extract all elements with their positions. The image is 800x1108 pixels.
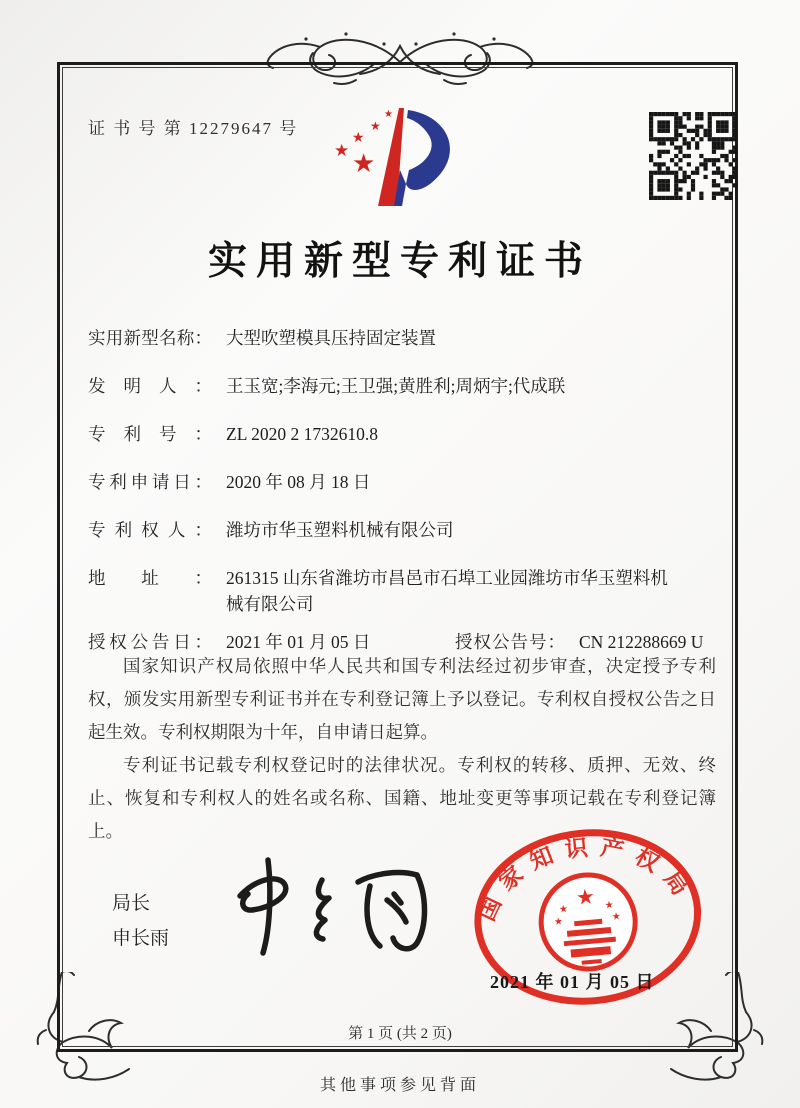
page-number: 第 1 页 (共 2 页) [348,1026,452,1042]
svg-text:★: ★ [558,903,569,916]
field-value: ZL 2020 2 1732610.8 [226,424,378,444]
field-value: 王玉宽;李海元;王卫强;黄胜利;周炳宇;代成联 [226,376,566,396]
field-row-address [88,565,738,617]
star-icon: ★ [384,109,393,120]
seal-date: 2021 年 01 月 05 日 [490,972,655,992]
svg-text:★: ★ [553,916,564,928]
field-label: 实用新型名称： [88,328,212,348]
svg-text:★: ★ [604,899,615,912]
field-row-patent-number [88,421,738,447]
field-value: 大型吹塑模具压持固定装置 [226,328,436,348]
director-signature-icon [210,850,440,965]
field-label: 专利权人： [88,520,212,540]
star-icon: ★ [352,149,376,178]
field-label: 授权公告日： [88,632,212,652]
paragraph: 专利证书记载专利权登记时的法律状况。专利权的转移、质押、无效、终止、恢复和专利权人的姓名或名称、国籍、地址变更等事项记载在专利登记簿上。 [88,755,716,841]
certificate-number: 证 书 号 第 12279647 号 [88,119,299,138]
qr-code [649,112,737,200]
star-icon: ★ [370,119,381,133]
back-note: 其他事项参见背面 [319,1077,480,1094]
field-row-filing-date [88,469,738,495]
field-value: 潍坊市华玉塑料机械有限公司 [226,520,454,540]
svg-text:★: ★ [611,911,622,923]
field-label: 发明人： [88,376,212,396]
cnipa-logo-icon [326,100,476,218]
official-seal [454,811,722,1028]
star-icon: ★ [352,131,365,146]
star-icon: ★ [334,141,350,160]
field-row-inventors [88,373,738,399]
director-title: 局长 [112,893,151,914]
svg-text:★: ★ [574,884,596,910]
director-name: 申长雨 [112,928,170,949]
field-label: 地址： [88,568,212,588]
field-row-name [88,325,738,351]
field-value: 2020 年 08 月 18 日 [226,472,371,492]
field-label: 授权公告号： [455,632,565,652]
signer-block [112,886,169,956]
field-row-patentee [88,517,738,543]
field-label: 专利申请日： [88,472,212,492]
field-value: 2021 年 01 月 05 日 [226,632,371,652]
paragraph: 国家知识产权局依照中华人民共和国专利法经过初步审查，决定授予专利权，颁发实用新型专利证书并在专利登记簿上予以登记。专利权自授权公告之日起生效。专利权期限为十年，自申请日起算。 [88,656,716,742]
field-label: 专利号： [88,424,212,444]
field-list [88,325,738,655]
seal-text: 国家知识产权局 [473,834,700,925]
national-emblem-icon [537,871,639,973]
certificate-title: 实用新型专利证书 [207,240,592,283]
field-value: 261315 山东省潍坊市昌邑市石埠工业园潍坊市华玉塑料机械有限公司 [226,568,668,614]
field-value: CN 212288669 U [579,632,704,652]
